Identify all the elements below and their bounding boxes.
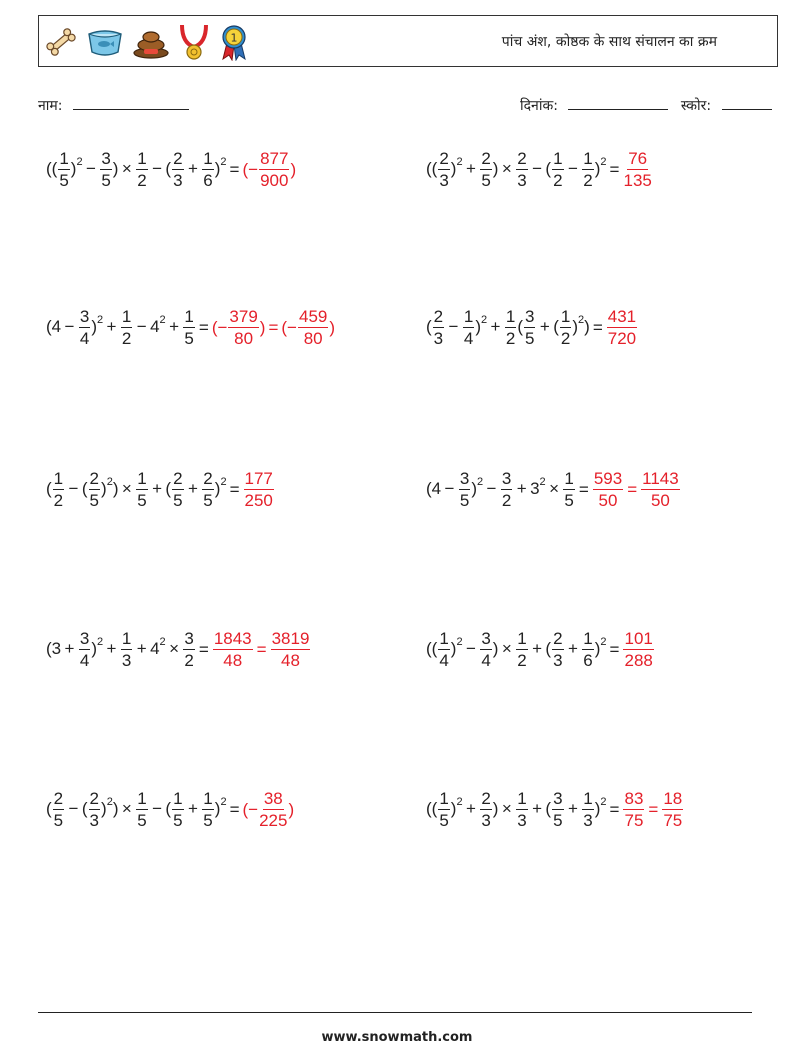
answer: (− $\frac{38}{225}$ ): [242, 789, 295, 830]
fraction: $\frac{38}{225}$: [259, 789, 288, 830]
name-label: नाम:: [38, 98, 63, 114]
exponent: 2: [477, 475, 484, 488]
fraction: $\frac{1}{3}$: [121, 629, 132, 670]
exponent: 2: [97, 313, 104, 326]
exponent: 2: [76, 155, 83, 168]
name-field: [38, 95, 189, 115]
fraction: $\frac{1}{5}$: [184, 307, 194, 348]
expression: ( $\frac{2}{5}$ − ( $\frac{2}{3}$ )$^2$) × $\frac{1}{5}$ − ( $\frac{1}{5}$ + $\frac{1}{5}$ )$^2$: [46, 789, 227, 830]
footer-divider: [38, 1012, 752, 1013]
dog-poop-icon: [131, 24, 171, 60]
fraction: $\frac{3}{5}$: [101, 149, 111, 190]
exponent: 2: [159, 635, 166, 648]
fraction: $\frac{1}{5}$: [439, 789, 449, 830]
fraction: $\frac{18}{75}$: [663, 789, 683, 830]
fraction: $\frac{1}{6}$: [583, 629, 593, 670]
fraction: $\frac{1}{3}$: [583, 789, 593, 830]
exponent: 2: [578, 313, 585, 326]
date-line: [568, 95, 668, 110]
expression: ( $\frac{1}{2}$ − ( $\frac{2}{5}$ )$^2$) × $\frac{1}{5}$ + ( $\frac{2}{5}$ + $\frac{2}{5}$ )$^2$: [46, 469, 227, 510]
answer: [622, 150, 652, 189]
award-rosette-icon: [217, 23, 251, 61]
answer: $\frac{1843}{48}$ = $\frac{3819}{48}$: [213, 629, 310, 670]
fraction: $\frac{2}{3}$: [89, 789, 100, 830]
exponent: 2: [456, 635, 463, 648]
exponent: 2: [600, 155, 607, 168]
fraction: $\frac{3}{4}$: [79, 629, 90, 670]
problem-2: (( $\frac{2}{3}$ )$^2$ + $\frac{2}{5}$ ) × $\frac{2}{3}$ − ( $\frac{1}{2}$ − $\frac{1}{2}$ )$^2$ = $\frac{76}{135}$: [426, 149, 652, 190]
exponent: 2: [456, 155, 463, 168]
exponent: 2: [159, 313, 166, 326]
answer: [606, 308, 638, 347]
fraction: $\frac{1843}{48}$: [213, 629, 252, 670]
fraction: $\frac{177}{250}$: [244, 469, 273, 510]
medal-ribbon-icon: [177, 23, 211, 61]
problem-5: ( $\frac{1}{2}$ − ( $\frac{2}{5}$ )$^2$) × $\frac{1}{5}$ + ( $\frac{2}{5}$ + $\frac{2}{5}$ )$^2$ = $\frac{177}{250}$: [46, 469, 273, 510]
fraction: $\frac{2}{3}$: [553, 629, 563, 670]
fraction: $\frac{3}{4}$: [481, 629, 491, 670]
expression: (3 + $\frac{3}{4}$ )$^2$ + $\frac{1}{3}$ + $4^2$ × $\frac{3}{2}$: [46, 629, 194, 670]
fraction: $\frac{3}{5}$: [459, 469, 470, 510]
score-label: स्कोर:: [680, 98, 712, 114]
fraction: $\frac{1}{2}$: [121, 307, 132, 348]
fraction: $\frac{1}{2}$: [53, 469, 64, 510]
date-label: दिनांक:: [520, 98, 558, 114]
fraction: $\frac{2}{5}$: [89, 469, 100, 510]
exponent: 2: [481, 313, 488, 326]
fraction: $\frac{3819}{48}$: [271, 629, 310, 670]
name-line: [73, 95, 189, 110]
answer: (− $\frac{877}{900}$ ): [242, 149, 297, 190]
bone-icon: [43, 24, 79, 60]
fraction: $\frac{1}{4}$: [439, 629, 449, 670]
fraction: $\frac{76}{135}$: [623, 149, 652, 190]
expression: (( $\frac{2}{3}$ )$^2$ + $\frac{2}{5}$ ) × $\frac{2}{3}$ − ( $\frac{1}{2}$ − $\frac{1}{2}$ )$^2$: [426, 149, 607, 190]
fraction: $\frac{2}{3}$: [173, 149, 183, 190]
fraction: $\frac{2}{3}$: [517, 149, 527, 190]
expression: ( $\frac{2}{3}$ − $\frac{1}{4}$ )$^2$ + $\frac{1}{2}$ ( $\frac{3}{5}$ + ( $\frac{1}{2}$ )$^2$): [426, 307, 590, 348]
expression: (( $\frac{1}{5}$ )$^2$ − $\frac{3}{5}$ ) × $\frac{1}{2}$ − ( $\frac{2}{3}$ + $\frac{1}{6}$ )$^2$: [46, 149, 227, 190]
fraction: $\frac{2}{5}$: [173, 469, 183, 510]
exponent: 2: [539, 475, 546, 488]
fraction: $\frac{877}{900}$: [260, 149, 289, 190]
fraction: $\frac{1}{5}$: [203, 789, 213, 830]
problem-7: (3 + $\frac{3}{4}$ )$^2$ + $\frac{1}{3}$ + $4^2$ × $\frac{3}{2}$ = $\frac{1843}{48}$ = $\frac{3819}{48}$: [46, 629, 310, 670]
exponent: 2: [220, 475, 227, 488]
problem-6: (4 − $\frac{3}{5}$ )$^2$ − $\frac{3}{2}$ + $3^2$ × $\frac{1}{5}$ = $\frac{593}{50}$ = $\frac{1143}{50}$: [426, 469, 679, 510]
fraction: $\frac{1143}{50}$: [642, 469, 679, 510]
answer: [243, 470, 275, 509]
fraction: $\frac{1}{5}$: [173, 789, 183, 830]
problem-9: ( $\frac{2}{5}$ − ( $\frac{2}{3}$ )$^2$) × $\frac{1}{5}$ − ( $\frac{1}{5}$ + $\frac{1}{5}$ )$^2$ = (− $\frac{38}{225}$ ): [46, 789, 295, 830]
fraction: $\frac{3}{4}$: [79, 307, 90, 348]
fraction: $\frac{1}{2}$: [517, 629, 527, 670]
problem-1: (( $\frac{1}{5}$ )$^2$ − $\frac{3}{5}$ ) × $\frac{1}{2}$ − ( $\frac{2}{3}$ + $\frac{1}{6}$ )$^2$ = (− $\frac{877}{900}$ ): [46, 149, 297, 190]
fraction: $\frac{83}{75}$: [624, 789, 644, 830]
exponent: 2: [600, 635, 607, 648]
fraction: $\frac{3}{5}$: [553, 789, 563, 830]
fraction: $\frac{3}{2}$: [184, 629, 194, 670]
fraction: $\frac{2}{3}$: [433, 307, 444, 348]
problem-8: (( $\frac{1}{4}$ )$^2$ − $\frac{3}{4}$ ) × $\frac{1}{2}$ + ( $\frac{2}{3}$ + $\frac{1}{6}$ )$^2$ = $\frac{101}{288}$: [426, 629, 653, 670]
answer: (− $\frac{379}{80}$ ) = (− $\frac{459}{80}$ ): [211, 307, 336, 348]
fraction: $\frac{431}{720}$: [607, 307, 637, 348]
exponent: 2: [600, 795, 607, 808]
score-line: [722, 95, 772, 110]
exponent: 2: [220, 795, 227, 808]
header-icons: [43, 20, 251, 64]
expression: (4 − $\frac{3}{5}$ )$^2$ − $\frac{3}{2}$ + $3^2$ × $\frac{1}{5}$: [426, 469, 574, 510]
fraction: $\frac{1}{5}$: [137, 469, 147, 510]
fraction: $\frac{1}{2}$: [137, 149, 147, 190]
fraction: $\frac{1}{4}$: [463, 307, 474, 348]
answer: $\frac{593}{50}$ = $\frac{1143}{50}$: [593, 469, 679, 510]
fraction: $\frac{1}{2}$: [553, 149, 563, 190]
worksheet-title: पांच अंश, कोष्ठक के साथ संचालन का क्रम: [501, 34, 717, 50]
worksheet-header: [38, 15, 778, 67]
footer-url: www.snowmath.com: [321, 1030, 473, 1045]
fraction: $\frac{2}{5}$: [53, 789, 64, 830]
award-number: 1: [230, 31, 238, 45]
expression: (4 − $\frac{3}{4}$ )$^2$ + $\frac{1}{2}$ − $4^2$ + $\frac{1}{5}$: [46, 307, 194, 348]
fraction: $\frac{593}{50}$: [593, 469, 623, 510]
expression: (( $\frac{1}{4}$ )$^2$ − $\frac{3}{4}$ ) × $\frac{1}{2}$ + ( $\frac{2}{3}$ + $\frac{1}{6}$ )$^2$: [426, 629, 607, 670]
fraction: $\frac{459}{80}$: [298, 307, 328, 348]
answer: $\frac{83}{75}$ = $\frac{18}{75}$: [624, 789, 683, 830]
fraction: $\frac{1}{5}$: [137, 789, 147, 830]
expression: (( $\frac{1}{5}$ )$^2$ + $\frac{2}{3}$ ) × $\frac{1}{3}$ + ( $\frac{3}{5}$ + $\frac{1}{3}$ )$^2$: [426, 789, 607, 830]
fraction: $\frac{1}{5}$: [59, 149, 69, 190]
fraction: $\frac{3}{5}$: [525, 307, 535, 348]
fraction: $\frac{1}{2}$: [583, 149, 593, 190]
fraction: $\frac{2}{5}$: [203, 469, 213, 510]
fraction: $\frac{1}{6}$: [203, 149, 213, 190]
fraction: $\frac{101}{288}$: [624, 629, 653, 670]
fish-bowl-icon: [85, 24, 125, 60]
fraction: $\frac{1}{2}$: [505, 307, 516, 348]
fraction: $\frac{2}{3}$: [481, 789, 491, 830]
problem-3: (4 − $\frac{3}{4}$ )$^2$ + $\frac{1}{2}$ − $4^2$ + $\frac{1}{5}$ = (− $\frac{379}{80}$ ) = (− $\frac{459}{80}$ ): [46, 307, 336, 348]
date-score-field: [520, 95, 772, 115]
fraction: $\frac{1}{2}$: [560, 307, 571, 348]
problem-10: (( $\frac{1}{5}$ )$^2$ + $\frac{2}{3}$ ) × $\frac{1}{3}$ + ( $\frac{3}{5}$ + $\frac{1}{3}$ )$^2$ = $\frac{83}{75}$ = $\frac{18}{75}$: [426, 789, 683, 830]
fraction: $\frac{2}{5}$: [481, 149, 491, 190]
exponent: 2: [106, 475, 113, 488]
fraction: $\frac{379}{80}$: [229, 307, 258, 348]
answer: [622, 630, 654, 669]
fraction: $\frac{1}{3}$: [517, 789, 527, 830]
fraction: $\frac{2}{3}$: [439, 149, 449, 190]
fraction: $\frac{1}{5}$: [564, 469, 574, 510]
problem-4: ( $\frac{2}{3}$ − $\frac{1}{4}$ )$^2$ + $\frac{1}{2}$ ( $\frac{3}{5}$ + ( $\frac{1}{2}$ )$^2$) = $\frac{431}{720}$: [426, 307, 637, 348]
exponent: 2: [456, 795, 463, 808]
exponent: 2: [220, 155, 227, 168]
exponent: 2: [97, 635, 104, 648]
fraction: $\frac{3}{2}$: [501, 469, 512, 510]
exponent: 2: [106, 795, 113, 808]
